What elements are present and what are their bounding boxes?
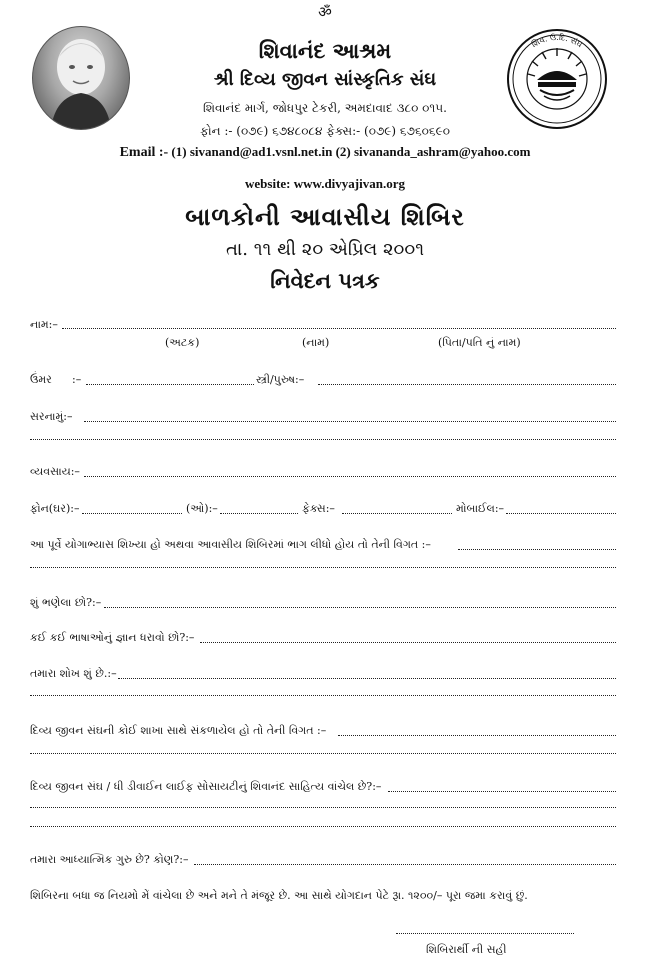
phone-office-label: (ઓ):– xyxy=(186,502,218,515)
previous-camp-label: આ પૂર્વે યોગાભ્યાસ શિખ્યા હો અથવા આવાસીય શિબિરમાં ભાગ લીધો હોય તો તેની વિગત :– xyxy=(30,538,431,551)
name-input-line[interactable] xyxy=(62,328,616,329)
emblem-text: શિવ. ઉ.દિ. સંઘ xyxy=(530,32,585,50)
languages-input-line[interactable] xyxy=(200,642,616,643)
age-dash: :– xyxy=(72,373,82,386)
email-addresses: (1) sivanand@ad1.vsnl.net.in (2) sivananda_ashram@yahoo.com xyxy=(171,144,531,159)
mobile-label: મોબાઈલ:– xyxy=(456,502,505,515)
ashram-emblem xyxy=(506,28,608,130)
organisation-title: શિવાનંદ આશ્રમ xyxy=(258,38,392,63)
signature-input-line[interactable] xyxy=(396,933,574,934)
father-name-hint: (પિતા/પતિ નું નામ) xyxy=(438,336,521,349)
gender-label: સ્ત્રી/પુરુષ:– xyxy=(256,373,305,386)
hobby-label: તમારા શોખ શું છે.:– xyxy=(30,667,117,680)
camp-title: બાળકોની આવાસીય શિબિર xyxy=(185,202,465,231)
phone-home-label: ફોન(ઘર):– xyxy=(30,502,80,515)
gender-input-line[interactable] xyxy=(318,384,616,385)
hobby-input-line-2[interactable] xyxy=(30,695,616,696)
mobile-input-line[interactable] xyxy=(506,513,616,514)
organisation-website: website: www.divyajivan.org xyxy=(245,176,405,191)
portrait-icon xyxy=(33,27,129,129)
literature-label: દિવ્ય જીવન સંઘ / ધી ડીવાઈન લાઈફ સોસાયટીનું શિવાનંદ સાહિત્ય વાંચેલ છે?:– xyxy=(30,780,382,793)
fax-label: ફેક્સ:– xyxy=(302,502,335,515)
previous-camp-input-line-1[interactable] xyxy=(458,549,616,550)
form-title: નિવેદન પત્રક xyxy=(270,268,380,293)
branch-input-line-1[interactable] xyxy=(338,735,616,736)
address-label: સરનામું:– xyxy=(30,410,73,423)
address-input-line-2[interactable] xyxy=(30,439,616,440)
signature-label: શિબિરાર્થી ની સહી xyxy=(426,943,507,956)
given-name-hint: (નામ) xyxy=(302,336,330,349)
address-input-line-1[interactable] xyxy=(84,421,616,422)
guru-label: તમારા આધ્યાત્મિક ગુરુ છે? કોણ?:– xyxy=(30,853,189,866)
branch-input-line-2[interactable] xyxy=(30,753,616,754)
branch-label: દિવ્ય જીવન સંઘની કોઈ શાખા સાથે સંકળાયેલ હો તો તેની વિગત :– xyxy=(30,724,327,737)
founder-photo xyxy=(32,26,130,130)
literature-input-line-2[interactable] xyxy=(30,807,616,808)
email-label: Email :- xyxy=(119,145,169,160)
organisation-address: શિવાનંદ માર્ગ, જોધપુર ટેકરી, અમદાવાદ ૩૮૦ ૦૧૫. xyxy=(203,101,447,115)
previous-camp-input-line-2[interactable] xyxy=(30,567,616,568)
om-symbol: ॐ xyxy=(318,3,332,21)
languages-label: કઈ કઈ ભાષાઓનું જ્ઞાન ધરાવો છો?:– xyxy=(30,631,195,644)
name-label: નામ:– xyxy=(30,318,58,331)
occupation-label: વ્યવસાય:– xyxy=(30,465,80,478)
camp-dates: તા. ૧૧ થી ૨૦ એપ્રિલ ૨૦૦૧ xyxy=(225,239,425,260)
declaration-text: શિબિરના બધા જ નિયમો મેં વાંચેલા છે અને મને તે મંજૂર છે. આ સાથે યોગદાન પેટે રૂા. ૧૨૦૦/– પૂરા જમા કરાવું છું. xyxy=(30,889,528,902)
organisation-email xyxy=(0,144,650,161)
fax-input-line[interactable] xyxy=(342,513,452,514)
surname-hint: (અટક) xyxy=(165,336,200,349)
emblem-seal-icon xyxy=(506,28,608,130)
study-input-line[interactable] xyxy=(104,607,616,608)
age-input-line[interactable] xyxy=(86,384,254,385)
hobby-input-line-1[interactable] xyxy=(118,678,616,679)
organisation-phone: ફોન :- (૦૭૯) ૬૭૪૮૦૮૪ ફેક્સ:- (૦૭૯) ૬૭૬૦૬૯૦ xyxy=(200,124,450,138)
phone-home-input-line[interactable] xyxy=(82,513,182,514)
occupation-input-line[interactable] xyxy=(84,476,616,477)
literature-input-line-1[interactable] xyxy=(388,791,616,792)
guru-input-line[interactable] xyxy=(194,864,616,865)
literature-input-line-3[interactable] xyxy=(30,826,616,827)
age-label: ઉંમર xyxy=(30,373,52,386)
phone-office-input-line[interactable] xyxy=(220,513,298,514)
study-label: શું ભણેલા છો?:– xyxy=(30,596,102,609)
organisation-subtitle: શ્રી દિવ્ય જીવન સાંસ્કૃતિક સંઘ xyxy=(213,69,437,90)
